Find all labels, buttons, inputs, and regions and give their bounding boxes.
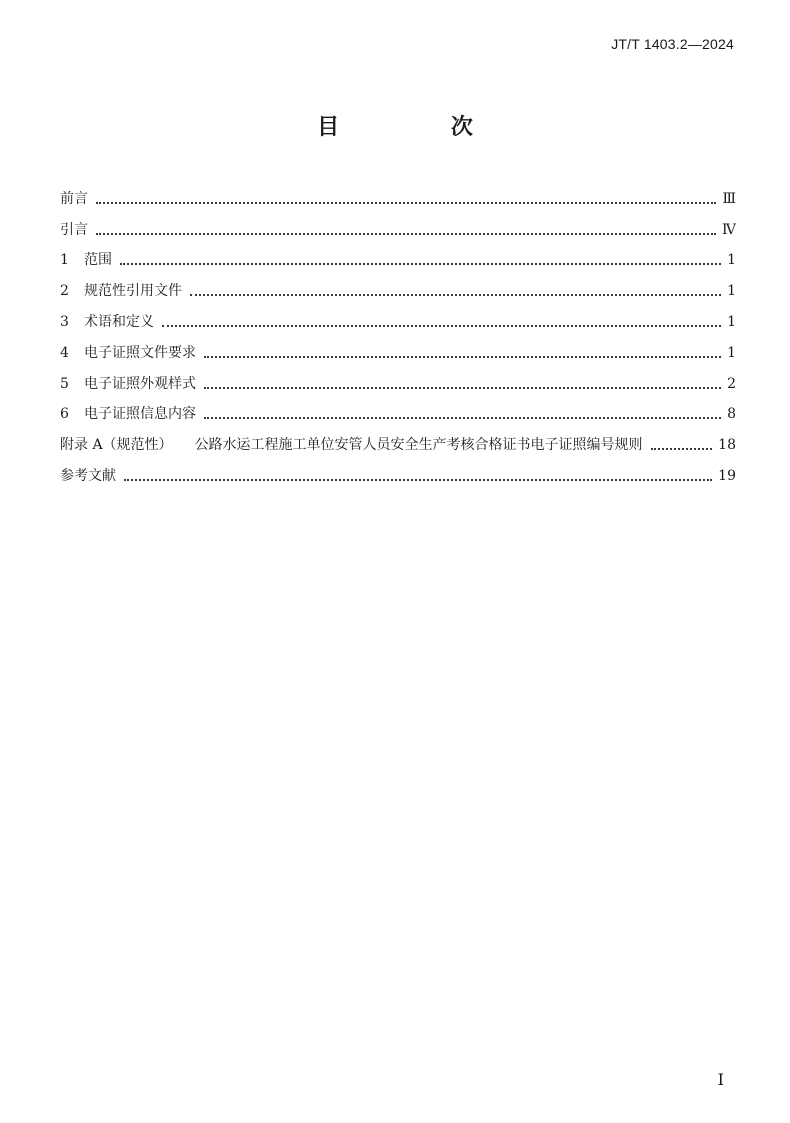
toc-entry-foreword[interactable] xyxy=(60,178,736,209)
toc-entry-number: 1 xyxy=(60,252,69,269)
standard-code: JT/T 1403.2—2024 xyxy=(611,36,734,52)
toc-entry-page: 2 xyxy=(727,375,736,392)
toc-entry-number: 3 xyxy=(60,313,69,330)
dot-leader xyxy=(162,325,721,327)
annex-title: 公路水运工程施工单位安管人员安全生产考核合格证书电子证照编号规则 xyxy=(194,437,643,454)
dot-leader xyxy=(124,479,712,481)
page-title: 目 次 xyxy=(317,115,525,140)
toc-entry-page: 1 xyxy=(727,283,736,300)
toc-entry-appearance-style[interactable] xyxy=(60,363,736,394)
toc-entry-page: 18 xyxy=(718,437,736,454)
toc-entry-number: 2 xyxy=(60,283,69,300)
toc-entry-label: 电子证照信息内容 xyxy=(84,406,196,423)
toc-entry-label: 范围 xyxy=(84,252,112,269)
toc-entry-number: 4 xyxy=(60,344,69,361)
toc-entry-normative-references[interactable] xyxy=(60,270,736,301)
toc-entry-label: 电子证照外观样式 xyxy=(84,375,196,392)
dot-leader xyxy=(96,202,716,204)
annex-label: 附录 A（规范性） xyxy=(60,437,173,454)
dot-leader xyxy=(651,448,713,450)
toc-entry-bibliography[interactable] xyxy=(60,455,736,486)
dot-leader xyxy=(120,263,721,265)
dot-leader xyxy=(204,417,721,419)
toc-entry-annex-a[interactable] xyxy=(60,424,736,455)
toc-entry-number: 6 xyxy=(60,406,69,423)
page-number: Ⅰ xyxy=(717,1070,724,1089)
toc-entry-information-content[interactable] xyxy=(60,394,736,425)
toc-entry-page: Ⅳ xyxy=(722,221,736,238)
toc-entry-label: 术语和定义 xyxy=(84,313,154,330)
toc-entry-introduction[interactable] xyxy=(60,209,736,240)
toc-entry-label: 电子证照文件要求 xyxy=(84,344,196,361)
toc-entry-page: 1 xyxy=(727,252,736,269)
toc-entry-label: 参考文献 xyxy=(60,467,116,484)
dot-leader xyxy=(96,233,716,235)
table-of-contents xyxy=(60,178,736,486)
dot-leader xyxy=(204,356,721,358)
toc-entry-label: 规范性引用文件 xyxy=(84,283,182,300)
dot-leader xyxy=(204,387,721,389)
toc-entry-page: 1 xyxy=(727,313,736,330)
toc-entry-terms-definitions[interactable] xyxy=(60,301,736,332)
toc-entry-number: 5 xyxy=(60,375,69,392)
toc-entry-scope[interactable] xyxy=(60,240,736,271)
toc-entry-label: 引言 xyxy=(60,221,88,238)
toc-entry-file-requirements[interactable] xyxy=(60,332,736,363)
toc-entry-page: 19 xyxy=(718,467,736,484)
toc-entry-page: 8 xyxy=(727,406,736,423)
toc-entry-page: 1 xyxy=(727,344,736,361)
toc-entry-page: Ⅲ xyxy=(722,190,736,207)
dot-leader xyxy=(190,294,721,296)
toc-entry-label: 前言 xyxy=(60,190,88,207)
